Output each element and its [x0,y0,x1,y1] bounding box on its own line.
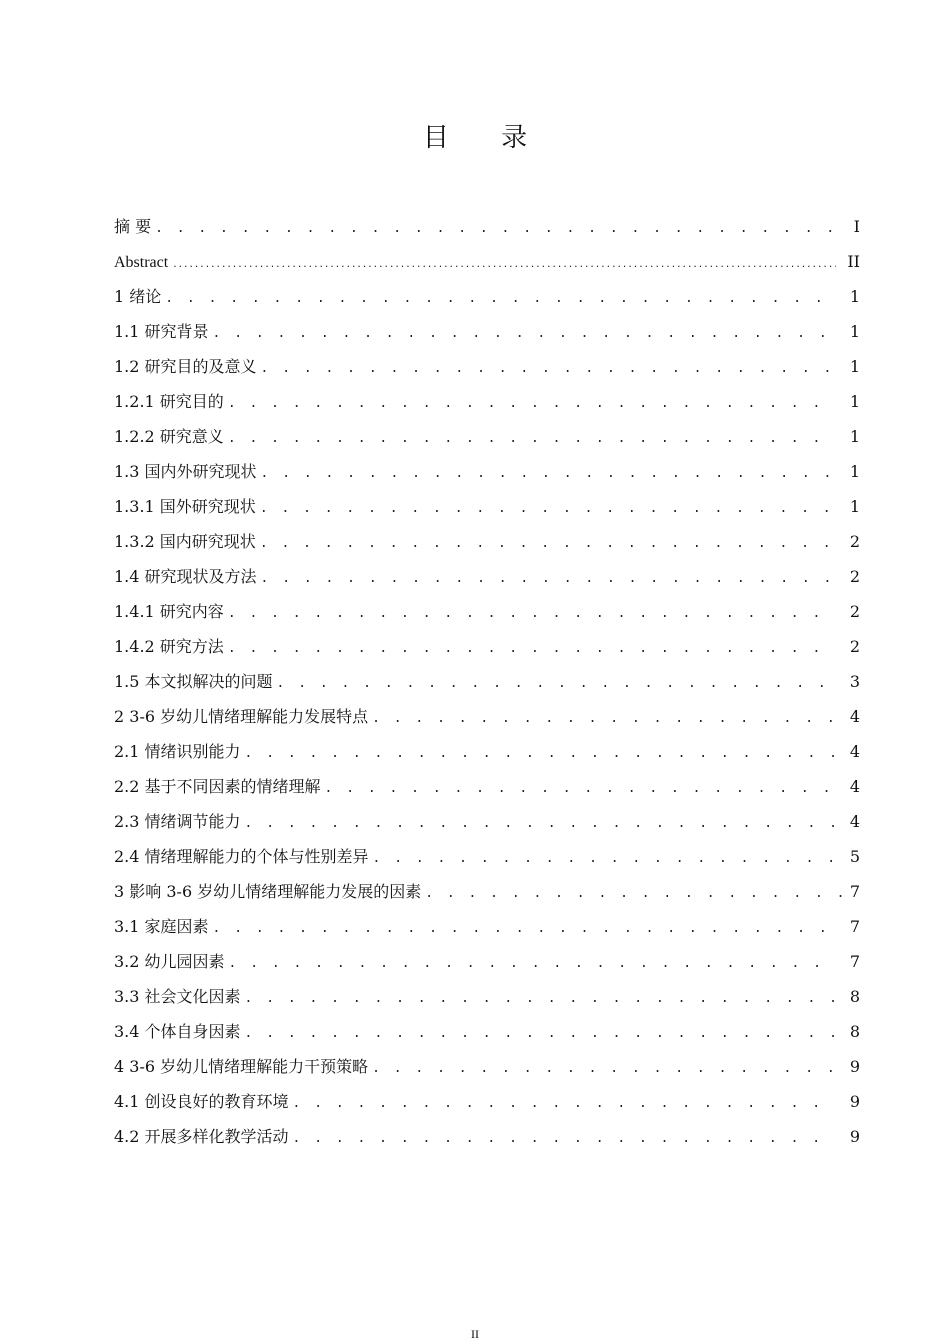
toc-entry-label: 1.4 研究现状及方法 [114,567,257,586]
toc-entry-page: 9 [849,1057,860,1076]
toc-entry[interactable] [114,349,860,384]
toc-entry-label: 1.3.2 国内研究现状 [114,532,256,551]
toc-entry-page: 1 [849,497,860,516]
toc-leader-dots [293,1086,836,1121]
toc-entry[interactable] [114,734,860,769]
toc-entry[interactable] [114,454,860,489]
toc-leader-dots [372,701,836,736]
toc-leader-dots [425,876,846,911]
footer-page-number: II [471,1327,479,1341]
toc-entry-label: 2.3 情绪调节能力 [114,812,241,831]
toc-entry-label: Abstract [114,254,169,271]
toc-leader-dots [245,806,836,841]
toc-entry[interactable] [114,1014,860,1049]
toc-entry-label: 3.1 家庭因素 [114,917,209,936]
toc-leader-dots [213,911,836,946]
toc-entry[interactable] [114,979,860,1014]
toc-entry[interactable] [114,314,860,349]
toc-entry-page: 1 [849,287,860,306]
toc-leader-dots [172,248,836,283]
toc-leader-dots [277,666,836,701]
toc-entry-label: 2.2 基于不同因素的情绪理解 [114,777,321,796]
toc-entry-label: 1.4.1 研究内容 [114,602,224,621]
toc-entry-page: 1 [849,357,860,376]
toc-entry[interactable] [114,1049,860,1084]
toc-entry-label: 1.5 本文拟解决的问题 [114,672,273,691]
toc-leader-dots [229,946,836,981]
toc-leader-dots [228,596,836,631]
toc-entry[interactable] [114,279,860,314]
toc-entry-abstract-en[interactable] [114,244,860,279]
toc-entry[interactable] [114,699,860,734]
toc-leader-dots [261,456,836,491]
toc-entry-page: 5 [849,847,860,866]
toc-entry-label: 1.2.1 研究目的 [114,392,224,411]
toc-entry-page: 1 [849,462,860,481]
toc-entry[interactable] [114,524,860,559]
toc-entry-label: 4.2 开展多样化教学活动 [114,1127,289,1146]
toc-leader-dots [155,211,836,246]
toc-entry[interactable] [114,1084,860,1119]
toc-entry-page: 7 [849,917,860,936]
toc-leader-dots [261,351,836,386]
toc-entry[interactable] [114,944,860,979]
toc-entry-label: 3.3 社会文化因素 [114,987,241,1006]
toc-entry-label: 1.2.2 研究意义 [114,427,224,446]
toc-entry-page: 4 [849,707,860,726]
toc-entry-label: 1.3 国内外研究现状 [114,462,257,481]
toc-leader-dots [373,841,836,876]
toc-entry[interactable] [114,664,860,699]
toc-entry[interactable] [114,594,860,629]
toc-entry-abstract-cn[interactable] [114,209,860,244]
toc-entry-page: 2 [849,567,860,586]
toc-entry-page: 4 [849,777,860,796]
toc-leader-dots [245,736,836,771]
toc-leader-dots [325,771,836,806]
toc-entry-label: 2.4 情绪理解能力的个体与性别差异 [114,847,369,866]
toc-entry-label: 4 3-6 岁幼儿情绪理解能力干预策略 [114,1057,369,1076]
toc-leader-dots [260,526,836,561]
toc-entry-page: I [853,217,860,236]
toc-entry-page: 2 [849,532,860,551]
toc-entry-label: 3.4 个体自身因素 [114,1022,241,1041]
toc-entry[interactable] [114,769,860,804]
toc-leader-dots [228,421,836,456]
toc-entry-label: 3 影响 3-6 岁幼儿情绪理解能力发展的因素 [114,882,422,901]
toc-entry-page: 8 [849,987,860,1006]
toc-entry-page: 4 [849,742,860,761]
toc-entry-page: 7 [849,952,860,971]
toc-entry[interactable] [114,804,860,839]
toc-leader-dots [260,491,836,526]
toc-entry[interactable] [114,874,860,909]
toc-leader-dots [245,1016,836,1051]
toc-entry[interactable] [114,839,860,874]
toc-entry[interactable] [114,419,860,454]
toc-entry[interactable] [114,909,860,944]
toc-entry-page: 1 [849,322,860,341]
toc-entry-page: 7 [849,882,860,901]
toc-entry-page: II [847,252,860,271]
toc-entry-label: 1.1 研究背景 [114,322,209,341]
toc-leader-dots [228,386,836,421]
toc-entry-label: 1.3.1 国外研究现状 [114,497,256,516]
toc-entry-page: 9 [849,1092,860,1111]
toc-leader-dots [261,561,836,596]
toc-leader-dots [372,1051,836,1086]
toc-leader-dots [213,316,836,351]
toc-entry-page: 9 [849,1127,860,1146]
toc-leader-dots [165,281,836,316]
toc-leader-dots [245,981,836,1016]
toc-leader-dots [228,631,836,666]
toc-entry-label: 2.1 情绪识别能力 [114,742,241,761]
toc-entry-page: 4 [849,812,860,831]
table-of-contents [114,209,860,1154]
toc-leader-dots [293,1121,836,1156]
toc-entry-page: 1 [849,392,860,411]
toc-entry-label: 摘 要 [114,217,152,236]
page-title: 目 录 [422,123,550,153]
toc-entry-page: 2 [849,637,860,656]
toc-entry[interactable] [114,489,860,524]
toc-entry-label: 3.2 幼儿园因素 [114,952,225,971]
toc-entry-page: 8 [849,1022,860,1041]
toc-entry-label: 2 3-6 岁幼儿情绪理解能力发展特点 [114,707,369,726]
toc-entry-page: 3 [849,672,860,691]
toc-entry-label: 1.4.2 研究方法 [114,637,224,656]
toc-entry-label: 1 绪论 [114,287,162,306]
toc-entry[interactable] [114,629,860,664]
toc-entry-label: 4.1 创设良好的教育环境 [114,1092,289,1111]
toc-entry-page: 2 [849,602,860,621]
toc-entry-page: 1 [849,427,860,446]
toc-entry[interactable] [114,559,860,594]
toc-entry-label: 1.2 研究目的及意义 [114,357,257,376]
toc-entry[interactable] [114,384,860,419]
toc-entry[interactable] [114,1119,860,1154]
